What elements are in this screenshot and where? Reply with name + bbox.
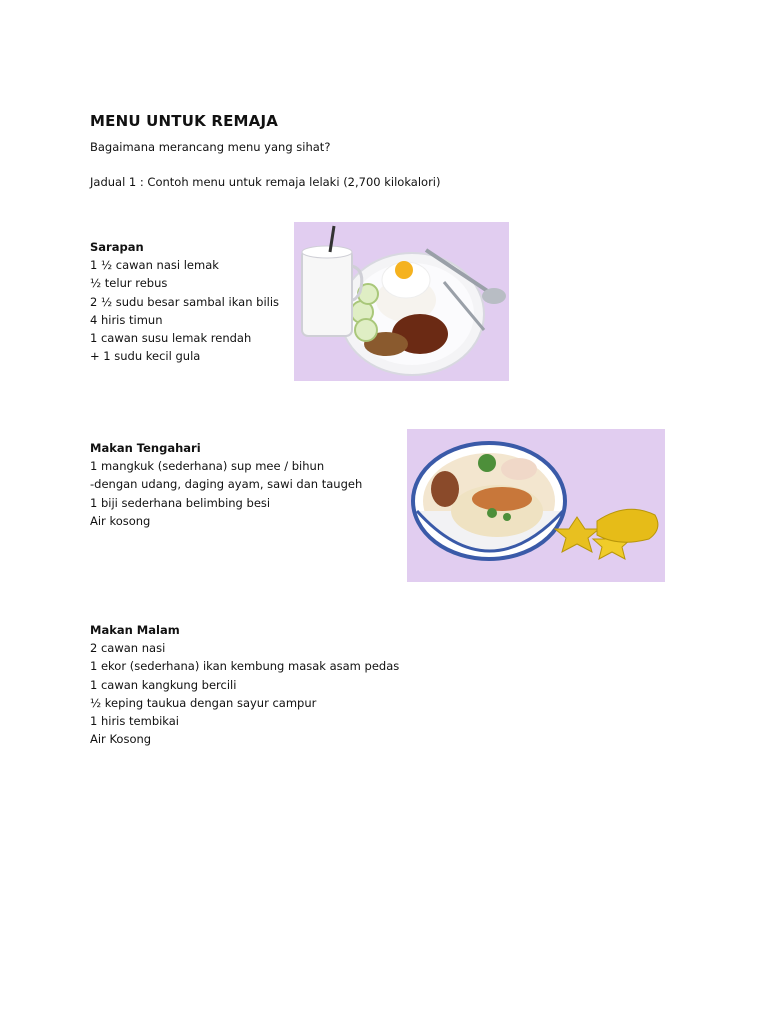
menu-item: Air kosong <box>90 513 151 528</box>
menu-item: ½ keping taukua dengan sayur campur <box>90 695 317 710</box>
menu-item: 2 ½ sudu besar sambal ikan bilis <box>90 294 280 309</box>
menu-item: Air Kosong <box>90 732 152 747</box>
menu-item: 1 ekor (sederhana) ikan kembung masak asam pedas <box>90 659 400 674</box>
section-heading: Makan Tengahari <box>90 441 201 455</box>
menu-item: + 1 sudu kecil gula <box>90 349 201 364</box>
page-title: MENU UNTUK REMAJA <box>90 112 279 130</box>
menu-item: -dengan udang, daging ayam, sawi dan taugeh <box>90 477 363 492</box>
menu-item: 2 cawan nasi <box>90 641 166 656</box>
menu-item: 1 biji sederhana belimbing besi <box>90 495 271 510</box>
section-makan-tengahari <box>90 439 362 530</box>
menu-item: 1 cawan kangkung bercili <box>90 677 237 692</box>
menu-item: 1 ½ cawan nasi lemak <box>90 258 219 273</box>
section-heading: Makan Malam <box>90 623 180 637</box>
menu-item: 1 hiris tembikai <box>90 714 180 729</box>
table-caption: Jadual 1 : Contoh menu untuk remaja lelaki (2,700 kilokalori) <box>90 175 441 189</box>
subtitle: Bagaimana merancang menu yang sihat? <box>90 140 331 154</box>
lunch-photo <box>407 429 665 582</box>
menu-item: 4 hiris timun <box>90 312 163 327</box>
breakfast-photo <box>294 222 509 381</box>
menu-item: 1 mangkuk (sederhana) sup mee / bihun <box>90 459 325 474</box>
menu-item: 1 cawan susu lemak rendah <box>90 331 252 346</box>
section-sarapan <box>90 238 279 365</box>
section-makan-malam <box>90 621 399 748</box>
section-heading: Sarapan <box>90 240 144 254</box>
menu-item: ½ telur rebus <box>90 276 168 291</box>
